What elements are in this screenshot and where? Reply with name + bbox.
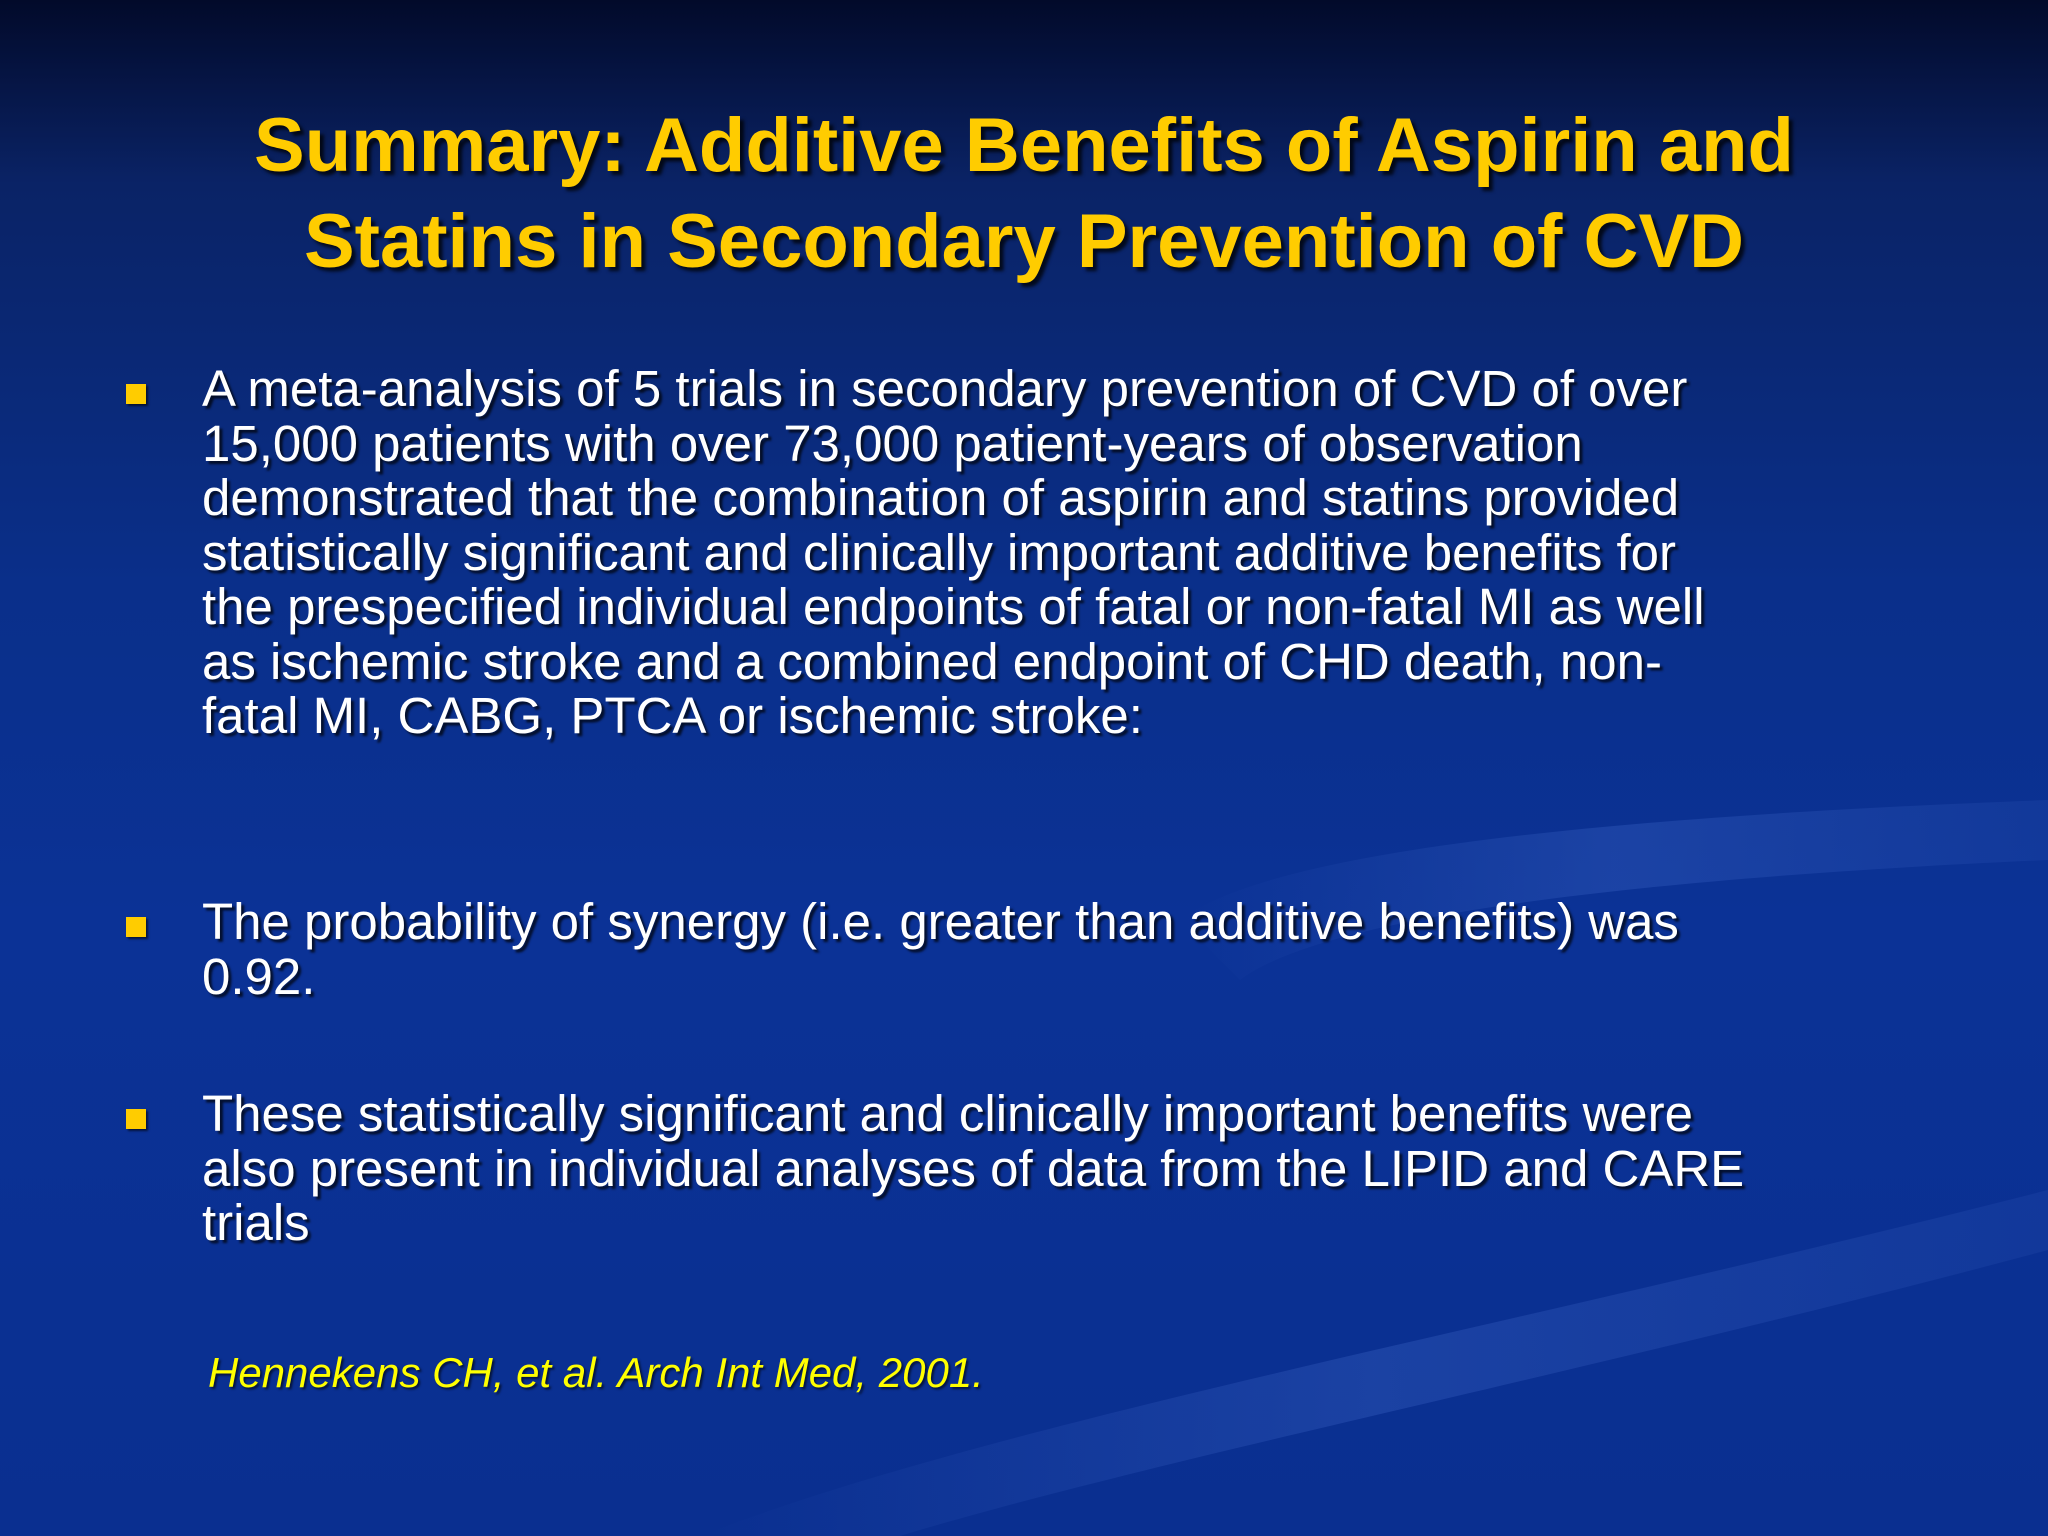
bullet-text-line: The probability of synergy (i.e. greater than additive benefits) was	[202, 893, 1679, 950]
bullet-text	[202, 1087, 2048, 1251]
bullet-text	[202, 895, 2048, 1004]
bullet-square-icon	[126, 1109, 146, 1129]
slide-title	[0, 98, 2048, 290]
slide-title-line-1: Summary: Additive Benefits of Aspirin and	[254, 103, 1794, 188]
bullet-square-icon	[126, 917, 146, 937]
bullet-text-line: fatal MI, CABG, PTCA or ischemic stroke:	[202, 687, 1143, 744]
bullet-text-line: trials	[202, 1194, 310, 1251]
slide-title-line-2: Statins in Secondary Prevention of CVD	[303, 199, 1745, 284]
bullet-text-line: 15,000 patients with over 73,000 patient-years of observation	[202, 414, 1583, 472]
bullet-text-line: as ischemic stroke and a combined endpoint of CHD death, non-	[202, 632, 1662, 690]
bullet-text-line: A meta-analysis of 5 trials in secondary prevention of CVD of over	[202, 360, 1688, 417]
bullet-text-line: These statistically significant and clinically important benefits were	[202, 1085, 1694, 1142]
citation: Hennekens CH, et al. Arch Int Med, 2001.	[208, 1349, 984, 1396]
bullet-text-line: the prespecified individual endpoints of fatal or non-fatal MI as well	[202, 578, 1705, 635]
bullet-text-line: demonstrated that the combination of aspirin and statins provided	[202, 469, 1680, 526]
bullet-square-icon	[126, 384, 146, 404]
bullet-text-line: also present in individual analyses of data from the LIPID and CARE	[202, 1139, 1745, 1197]
bullet-text-line: 0.92.	[202, 947, 316, 1005]
bullet-text-line: statistically significant and clinically important additive benefits for	[202, 523, 1677, 581]
bullet-text	[202, 362, 2048, 744]
